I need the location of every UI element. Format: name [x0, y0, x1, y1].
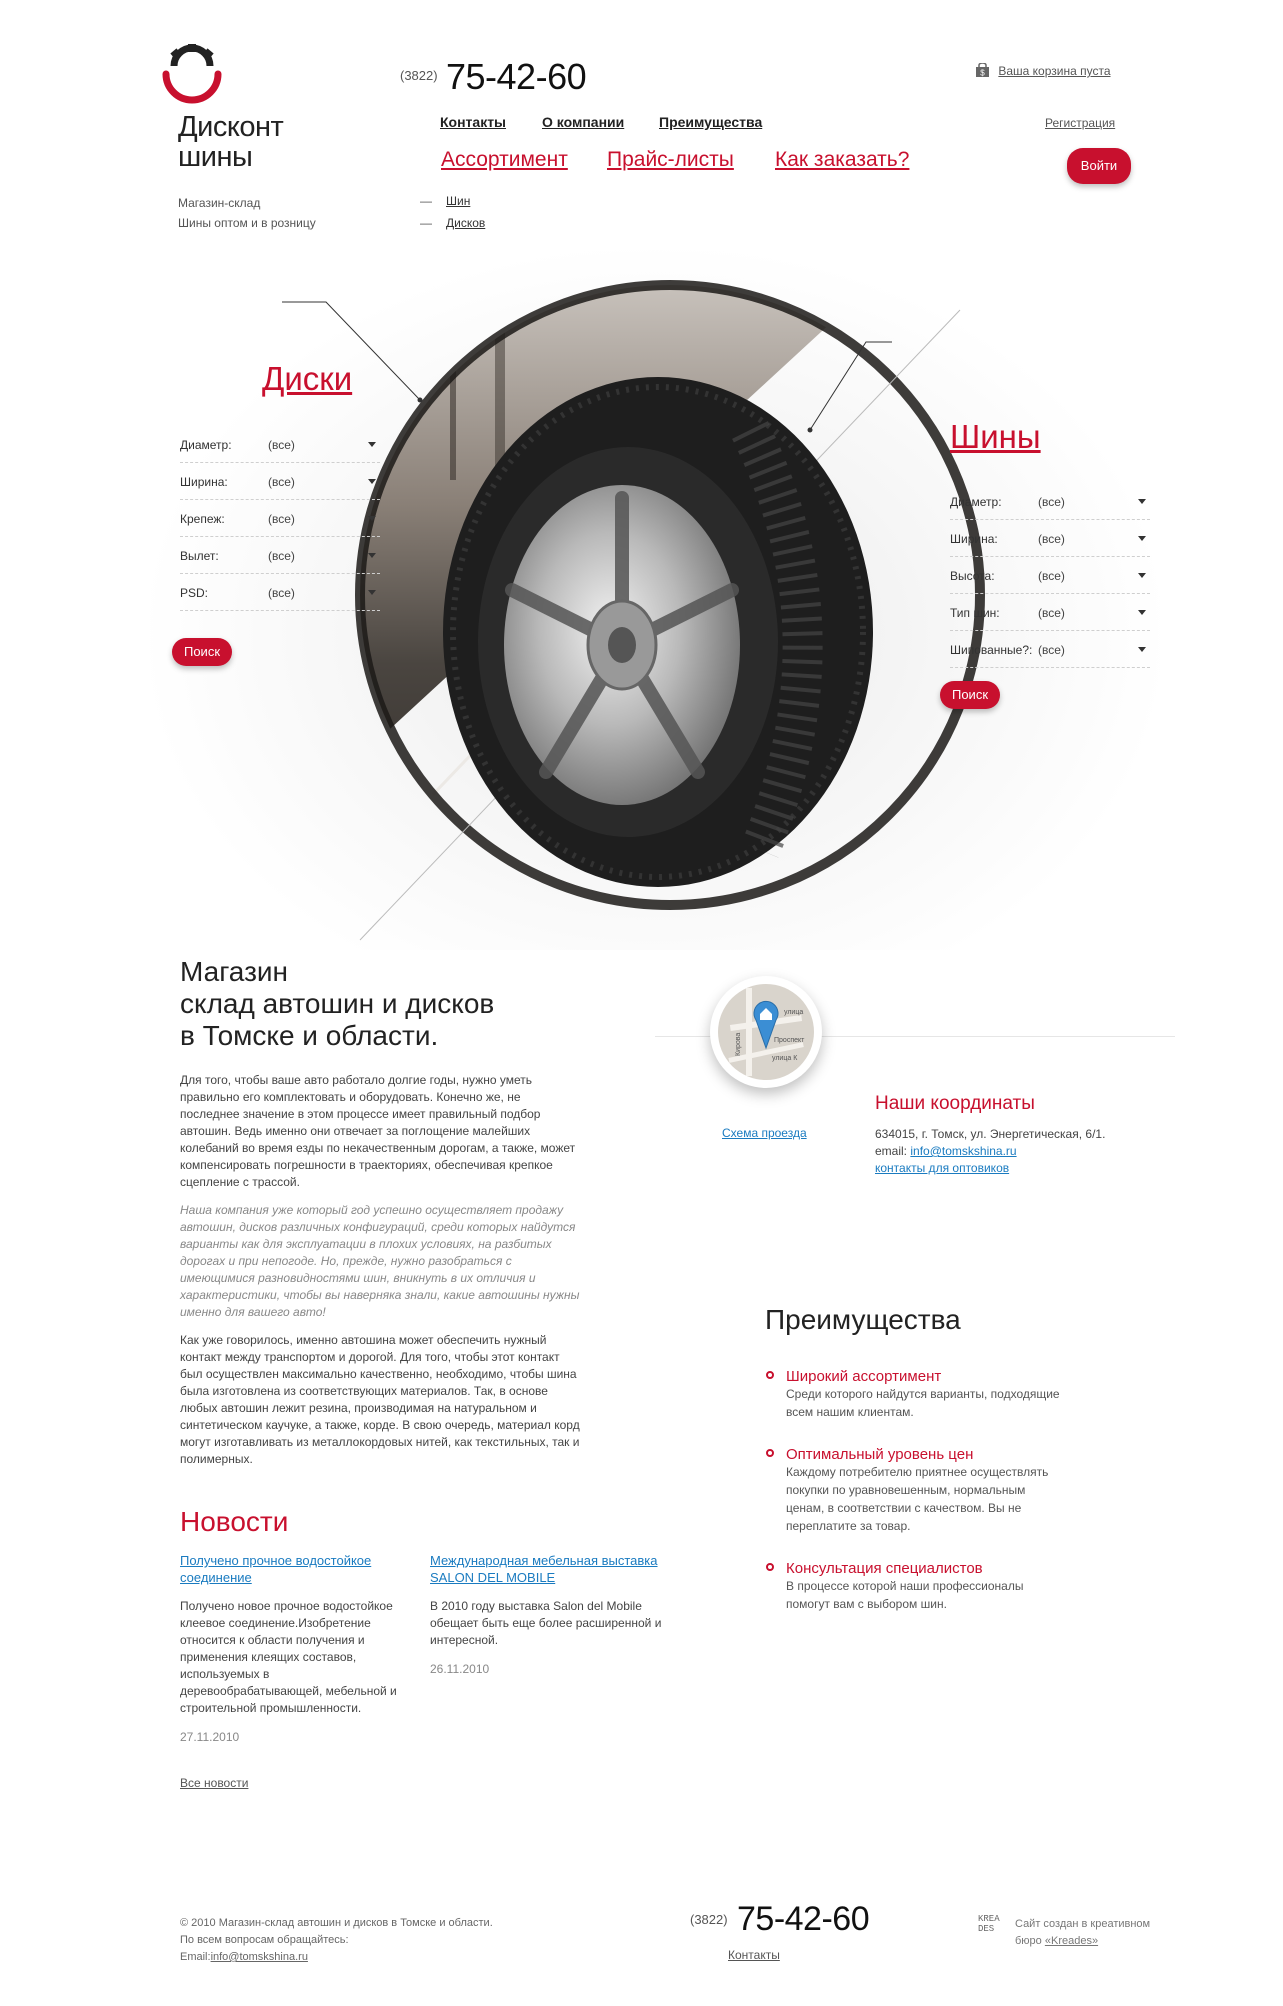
news-item-date: 27.11.2010: [180, 1730, 240, 1744]
news-item-date: 26.11.2010: [430, 1662, 490, 1676]
nav-about[interactable]: О компании: [542, 114, 625, 130]
map-icon: [710, 976, 822, 1088]
about-paragraph-2: Наша компания уже который год успешно осуществляет продажу автошин, дисков различных конфигураций, среди которых найдутся варианты как для эксплуатации в плохих условиях, на разбитых дорогах и при непогоде. Но, прежде, нужно разобраться с имеющимися разновидностями шин, вникнуть в их отличия и характеристики, чтобы вы наверняка знали, какие автошины нужны именно для вашего авто!: [180, 1203, 580, 1319]
filter-tires-width[interactable]: [950, 520, 1150, 557]
filter-label: Вылет:: [180, 549, 219, 563]
filter-discs-mount[interactable]: [180, 500, 380, 537]
tires-title[interactable]: Шины: [950, 418, 1041, 455]
filter-label: Высота:: [950, 569, 995, 583]
filter-discs-diameter[interactable]: [180, 426, 380, 463]
footer-credit: [1015, 1916, 1150, 1950]
map-thumbnail[interactable]: [710, 976, 822, 1088]
nav-assortment[interactable]: Ассортимент: [441, 148, 568, 171]
footer-credit-line-1: Сайт создан в креативном: [1015, 1918, 1151, 1930]
footer-email-row: [180, 1949, 493, 1966]
filter-label: Диаметр:: [180, 438, 232, 452]
chevron-down-icon: [1138, 610, 1146, 615]
logo[interactable]: [160, 44, 224, 111]
map-link[interactable]: Схема проезда: [722, 1126, 807, 1140]
advantage-desc: Каждому потребителю приятнее осуществлять покупки по уравновешенным, нормальным ценам, в соответствии с качеством. Вы не переплатите за товар.: [786, 1465, 1049, 1533]
advantage-title: Консультация специалистов: [786, 1560, 983, 1577]
discs-title[interactable]: Диски: [262, 360, 353, 397]
footer-phone-code: (3822): [690, 1912, 728, 1927]
map-street-label: Кирова: [735, 1032, 742, 1056]
subnav-tires[interactable]: [420, 194, 470, 208]
filter-value: (все): [1038, 606, 1065, 620]
nav-advantages[interactable]: Преимущества: [659, 114, 763, 130]
news-item-link[interactable]: Международная мебельная выставка SALON DEL MOBILE: [430, 1553, 658, 1585]
filter-value: (все): [268, 475, 295, 489]
coords-email-link[interactable]: info@tomskshina.ru: [910, 1144, 1017, 1158]
coords-address: 634015, г. Томск, ул. Энергетическая, 6/1.: [875, 1127, 1106, 1141]
dash-decoration: —: [420, 194, 432, 208]
about-title-line-3: в Томске и области.: [180, 1020, 439, 1051]
filter-discs-psd[interactable]: [180, 574, 380, 611]
filter-value: (все): [1038, 569, 1065, 583]
filter-value: (все): [1038, 532, 1065, 546]
map-street-label: Проспект: [774, 1037, 805, 1044]
discs-filters: [180, 426, 380, 616]
advantage-item: [766, 1368, 1066, 1421]
chevron-down-icon: [368, 442, 376, 447]
advantage-title: Широкий ассортимент: [786, 1368, 942, 1385]
map-street-label: улица К: [772, 1055, 798, 1062]
bullet-icon: [766, 1563, 774, 1571]
subnav-discs[interactable]: [420, 216, 485, 230]
news-item: [430, 1552, 670, 1678]
tagline-1: Магазин-склад: [178, 196, 261, 210]
about-paragraph-1: Для того, чтобы ваше авто работало долгие годы, нужно уметь правильно его комплектовать и оборудовать. Конечно же, не последнее значение в этом процессе имеет правильный подбор автошин. Ведь именно они отвечает за поглощение малейших колебаний во время езды по некачественным дорогам, а также, может компенсировать погрешности в траекториях, обеспечивая крепкое сцепление с трассой.: [180, 1073, 576, 1189]
filter-label: Шипованные?:: [950, 643, 1033, 657]
footer-contacts-link[interactable]: Контакты: [728, 1948, 780, 1962]
nav-price-lists[interactable]: Прайс-листы: [607, 148, 734, 171]
filter-label: PSD:: [180, 586, 209, 600]
chevron-down-icon: [368, 553, 376, 558]
bullet-icon: [766, 1371, 774, 1379]
advantage-desc: Среди которого найдутся варианты, подходящие всем нашим клиентам.: [786, 1387, 1060, 1419]
filter-tires-type[interactable]: [950, 594, 1150, 631]
footer-copyright: © 2010 Магазин-склад автошин и дисков в Томске и области.: [180, 1917, 493, 1929]
chevron-down-icon: [1138, 536, 1146, 541]
footer-credit-line-2: [1015, 1933, 1150, 1950]
filter-value: (все): [268, 549, 295, 563]
news-item-text: В 2010 году выставка Salon del Mobile обещает быть еще более расширенной и интересной.: [430, 1599, 662, 1647]
gear-logo-icon: [160, 44, 224, 106]
footer-credit-prefix: бюро: [1015, 1935, 1042, 1947]
svg-text:$: $: [980, 68, 985, 77]
news-item-text: Получено новое прочное водостойкое клеевое соединение.Изобретение относится к области получения и применения клеящих составов, используемых в деревообрабатывающей, мебельной и строительной промышленности.: [180, 1599, 397, 1715]
nav-contacts[interactable]: Контакты: [440, 114, 507, 130]
subnav-tires-link[interactable]: Шин: [446, 194, 471, 208]
coords-email-label: email:: [875, 1144, 908, 1158]
filter-label: Ширина:: [180, 475, 228, 489]
dash-decoration: —: [420, 216, 432, 230]
tires-search-button[interactable]: Поиск: [940, 681, 1000, 709]
coords-title: Наши координаты: [875, 1093, 1035, 1114]
logo-line-2: шины: [178, 141, 253, 173]
shopping-bag-icon: [976, 63, 989, 77]
filter-label: Тип шин:: [950, 606, 1000, 620]
footer-email-link[interactable]: info@tomskshina.ru: [210, 1951, 308, 1963]
filter-value: (все): [268, 586, 295, 600]
advantage-title: Оптимальный уровень цен: [786, 1446, 974, 1463]
filter-value: (все): [1038, 495, 1065, 509]
wholesale-contacts-link[interactable]: контакты для оптовиков: [875, 1161, 1010, 1175]
header-phone-code: (3822): [400, 68, 438, 83]
all-news-link[interactable]: Все новости: [180, 1776, 249, 1790]
subnav-discs-link[interactable]: Дисков: [446, 216, 486, 230]
filter-value: (все): [1038, 643, 1065, 657]
filter-tires-diameter[interactable]: [950, 483, 1150, 520]
filter-label: Диаметр:: [950, 495, 1002, 509]
discs-search-button[interactable]: Поиск: [172, 638, 232, 666]
footer-info: [180, 1915, 493, 1966]
advantage-item: [766, 1560, 1066, 1613]
tagline-2: Шины оптом и в розницу: [178, 216, 316, 230]
header-phone-number: 75-42-60: [446, 56, 587, 97]
chevron-down-icon: [1138, 647, 1146, 652]
footer-phone-number: 75-42-60: [737, 1900, 870, 1938]
chevron-down-icon: [368, 516, 376, 521]
footer-email-label: Email:: [180, 1951, 211, 1963]
filter-tires-height[interactable]: [950, 557, 1150, 594]
filter-value: (все): [268, 512, 295, 526]
footer-questions: По всем вопросам обращайтесь:: [180, 1934, 349, 1946]
filter-tires-studded[interactable]: [950, 631, 1150, 668]
tires-filters: [950, 483, 1150, 673]
chevron-down-icon: [1138, 573, 1146, 578]
about-title-line-1: Магазин: [180, 956, 289, 987]
about-title-line-2: склад автошин и дисков: [180, 988, 495, 1019]
filter-value: (все): [268, 438, 295, 452]
kreades-link[interactable]: «Kreades»: [1044, 1935, 1099, 1947]
news-item-link[interactable]: Получено прочное водостойкое соединение: [180, 1553, 372, 1585]
advantage-item: [766, 1446, 1066, 1535]
login-button[interactable]: Войти: [1067, 148, 1131, 184]
kreades-logo[interactable]: KREADES: [978, 1914, 1000, 1934]
chevron-down-icon: [368, 479, 376, 484]
nav-how-to-order[interactable]: Как заказать?: [775, 148, 910, 171]
chevron-down-icon: [368, 590, 376, 595]
news-item: [180, 1552, 410, 1746]
chevron-down-icon: [1138, 499, 1146, 504]
news-title: Новости: [180, 1506, 289, 1537]
bullet-icon: [766, 1449, 774, 1457]
cart[interactable]: [976, 63, 1111, 78]
coords-email: [875, 1143, 1017, 1160]
filter-label: Ширина:: [950, 532, 998, 546]
about-title: [180, 956, 494, 1052]
advantage-desc: В процессе которой наши профессионалы помогут вам с выбором шин.: [786, 1579, 1024, 1611]
cart-link[interactable]: Ваша корзина пуста: [998, 64, 1111, 78]
register-link[interactable]: Регистрация: [1045, 116, 1116, 130]
filter-discs-offset[interactable]: [180, 537, 380, 574]
filter-discs-width[interactable]: [180, 463, 380, 500]
map-street-label: улица: [784, 1009, 804, 1016]
logo-text: [178, 112, 283, 172]
about-paragraph-3: Как уже говорилось, именно автошина может обеспечить нужный контакт между транспортом и дорогой. Для того, чтобы этот контакт был осуществлен максимально качественно, необходимо, чтобы шина была изготовлена из соответствующих материалов. Так, в основе любых автошин лежит резина, производимая на натуральном и синтетическом каучуке, а также, корде. В свою очередь, материал корд могут изготавливать из металлокордовых нитей, как текстильных, так и полимерных.: [180, 1333, 580, 1466]
logo-line-1: Дисконт: [178, 111, 284, 143]
filter-label: Крепеж:: [180, 512, 225, 526]
advantages-title: Преимущества: [765, 1304, 961, 1335]
